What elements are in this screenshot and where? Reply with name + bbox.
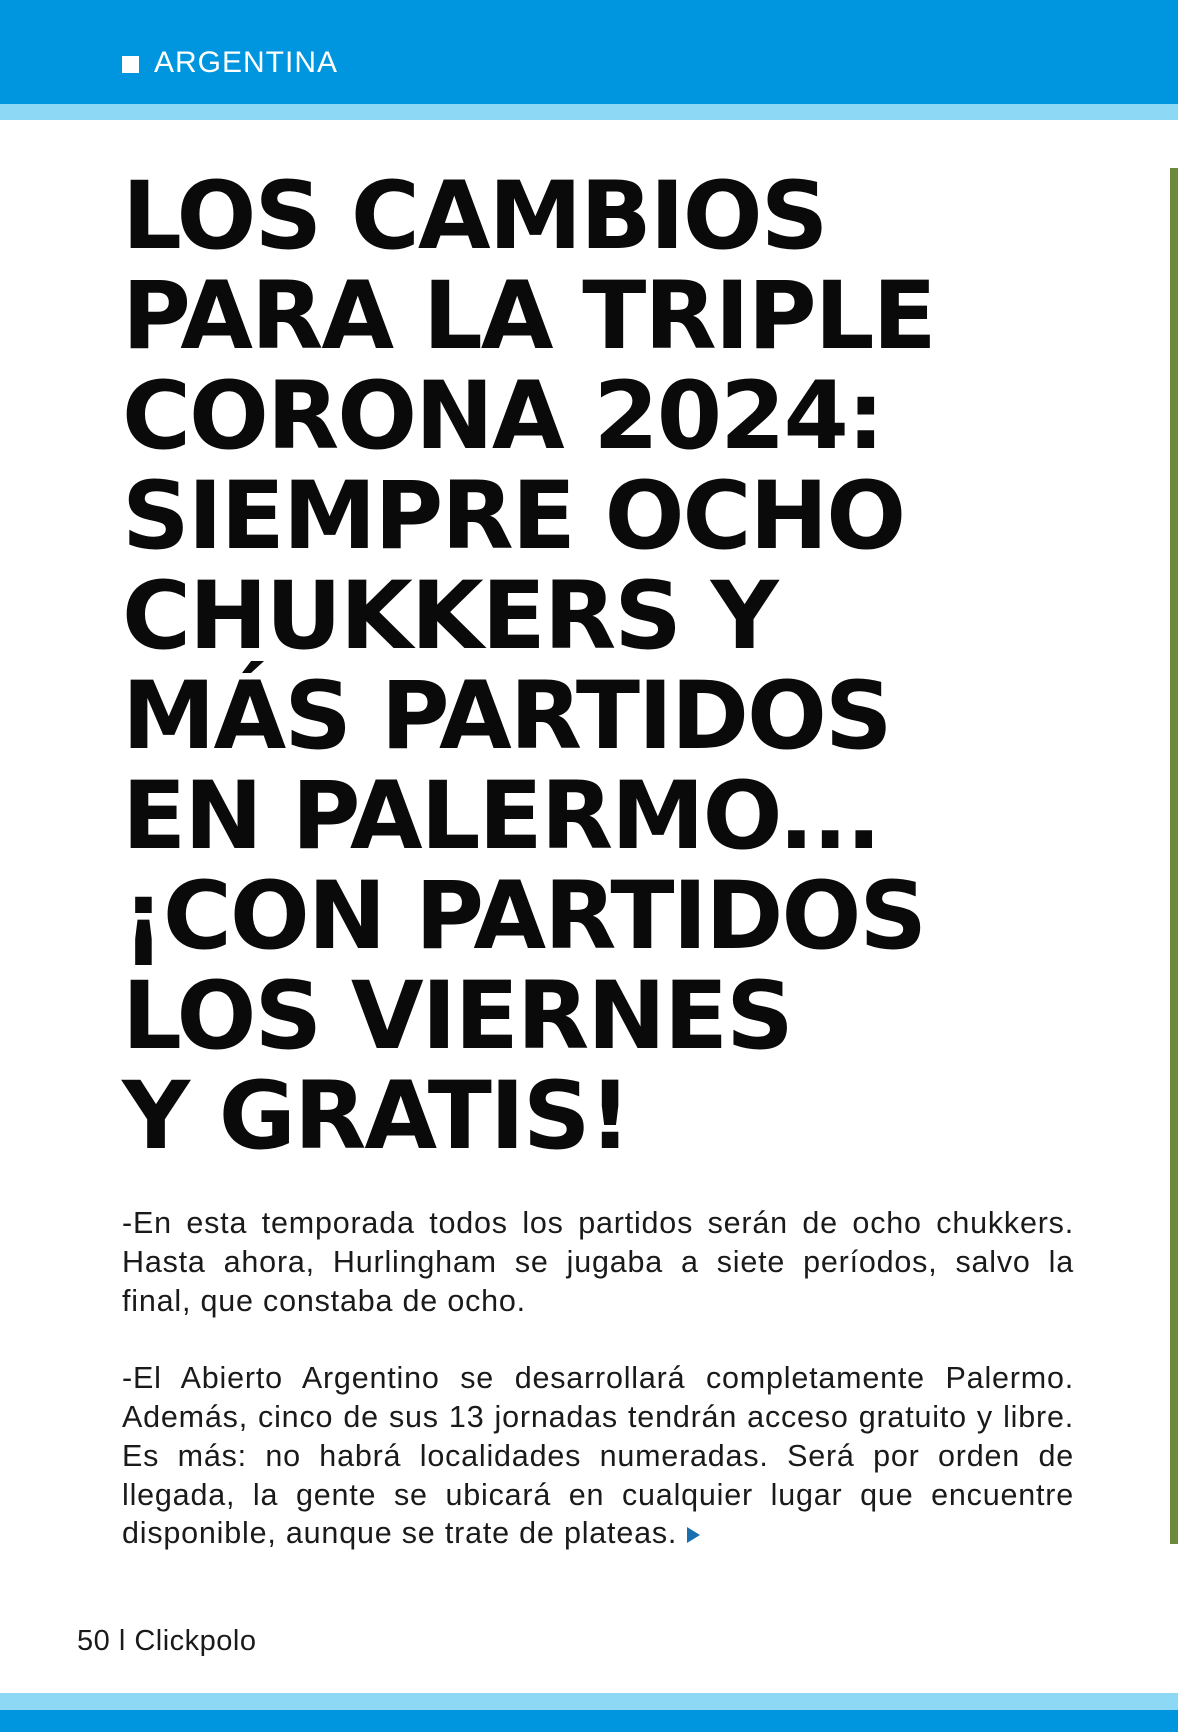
square-bullet-icon <box>122 56 139 73</box>
section-label <box>122 48 338 78</box>
headline-line: EN PALERMO... <box>122 762 880 871</box>
headline-line: ¡CON PARTIDOS <box>122 862 926 971</box>
headline-line: PARA LA TRIPLE <box>122 262 935 371</box>
body-paragraph-2 <box>122 1359 1074 1553</box>
headline-line: Y GRATIS! <box>122 1062 630 1171</box>
headline-line: SIEMPRE OCHO <box>122 462 905 571</box>
headline-line: LOS CAMBIOS <box>122 162 827 271</box>
article-headline <box>122 162 1162 1171</box>
footer-band <box>0 1710 1178 1732</box>
headline-line: MÁS PARTIDOS <box>122 662 891 771</box>
paragraph-text: -En esta temporada todos los partidos serán de ocho chukkers. Hasta ahora, Hurlingham se jugaba a siete períodos, salvo la final, que constaba de ocho. <box>122 1206 1074 1318</box>
side-color-bar <box>1170 168 1178 1544</box>
page-footer: 50 l Clickpolo <box>77 1625 257 1657</box>
headline-line: LOS VIERNES <box>122 962 792 1071</box>
footer-stripe <box>0 1693 1178 1710</box>
headline-line: CORONA 2024: <box>122 362 883 471</box>
section-name: ARGENTINA <box>154 46 339 79</box>
headline-line: CHUKKERS Y <box>122 562 777 671</box>
article-body <box>122 1204 1074 1553</box>
triangle-right-icon <box>687 1527 700 1543</box>
header-stripe <box>0 104 1178 120</box>
paragraph-text: -El Abierto Argentino se desarrollará completamente Palermo. Además, cinco de sus 13 jornadas tendrán acceso gratuito y libre. Es más: no habrá localidades numeradas. Será por orden de llegada, la gente se ubicará en cualquier lugar que encuentre disponible, aunque se trate de plateas. <box>122 1361 1074 1551</box>
body-paragraph-1 <box>122 1204 1074 1320</box>
